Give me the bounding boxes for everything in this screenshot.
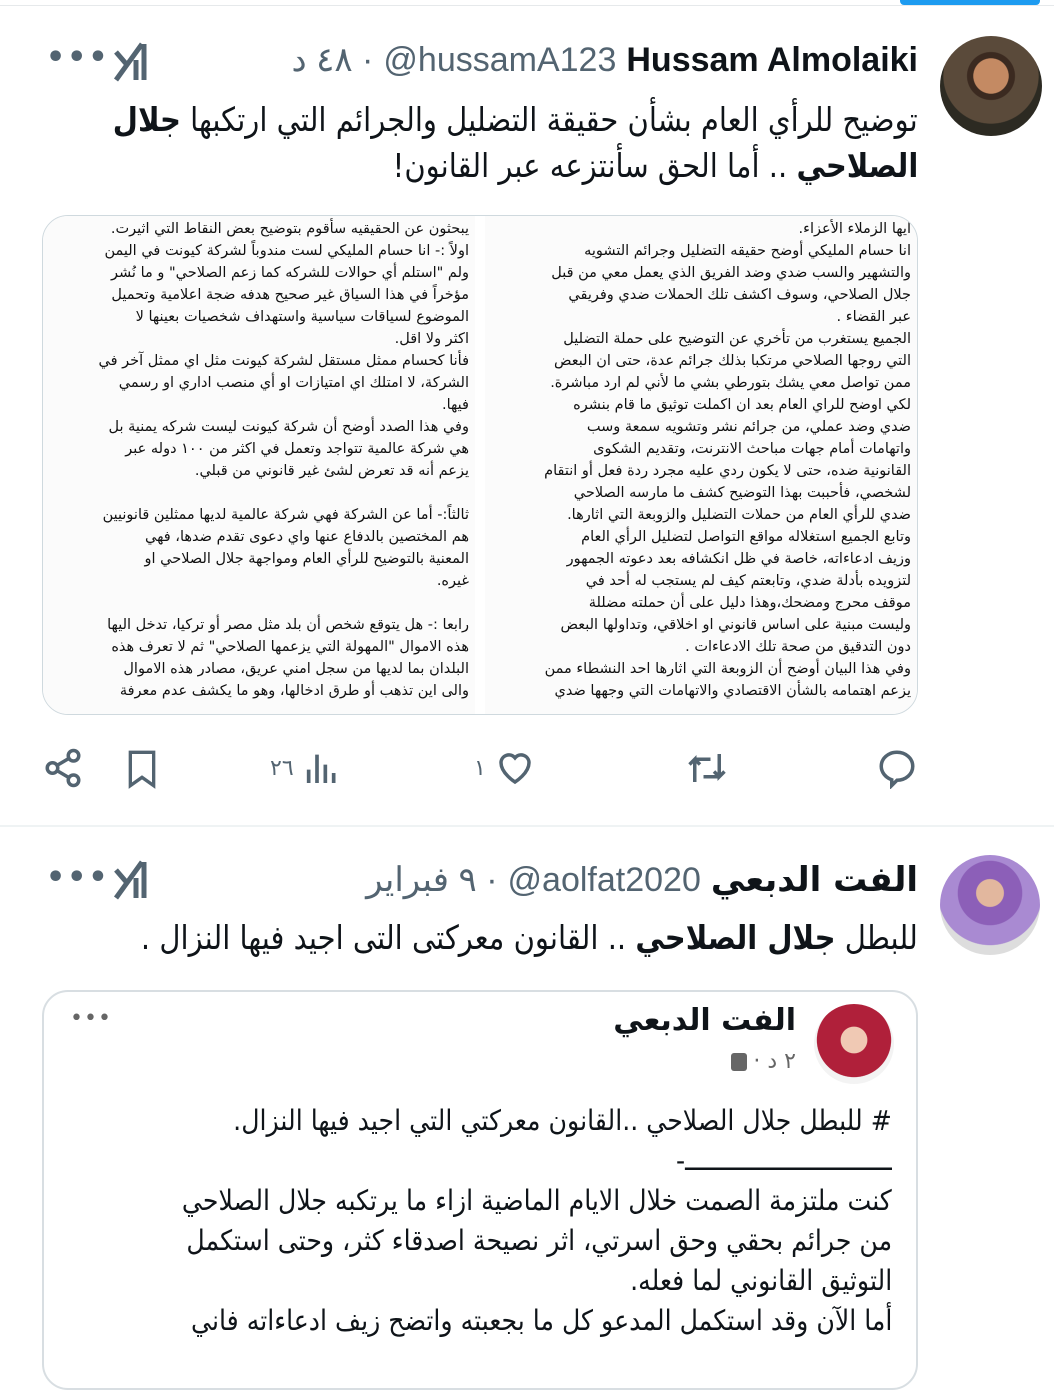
document-line: هذه الاموال "المهولة التي يزعمها الصلاحي" ثم لا تعرف هذه <box>111 639 469 655</box>
document-line: وفي هذا الصدد أوضح أن شركة كيونت ليست شركه يمنية بل <box>108 419 469 435</box>
document-line: الشركة، لا امتلك اي امتيازات او أي منصب اداري او رسمي <box>118 375 469 391</box>
bookmark-icon <box>122 747 162 791</box>
text: .. أما الحق سأنتزعه عبر القانون! <box>392 146 797 185</box>
image-right[interactable] <box>485 216 917 714</box>
document-line: جلال الصلاحي، وسوف اكشف تلك الحملات ضدي وفريقي <box>568 287 911 303</box>
document-line: رابعا :- هل يتوقع شخص أن بلد مثل مصر أو تركيا، تدخل اليها <box>107 617 469 633</box>
document-line: لكي اوضح للراي العام بعد ان اكملت توثيق ما قام بنشره <box>573 397 911 413</box>
grok-icon[interactable] <box>112 858 152 902</box>
quote-meta <box>731 1048 796 1076</box>
document-line: ضدي وضد عملي، من جرائم نشر وتشويه سمعة وسب <box>586 419 911 435</box>
document-line <box>49 592 469 614</box>
quote-line: من جرائم بحقي وحق اسرتي، اثر نصيحة اصدقاء كثر، وحتى استكمل <box>186 1224 892 1257</box>
document-line: يبحثون عن الحقيقيه سأقوم بتوضيح بعض النقاط التي اثيرت. <box>110 221 469 237</box>
document-line: الجميع يستغرب من تأخري عن التوضيح على حملة التضليل <box>563 331 911 347</box>
quote-author: الفت الدبعي <box>613 1003 796 1038</box>
mention-bold: جلال الصلاحي <box>635 918 836 957</box>
like-count: ١ <box>474 755 486 781</box>
top-divider <box>0 5 1054 6</box>
more-icon[interactable]: ••• <box>46 40 110 75</box>
document-line: المعنية بالتوضيح للرأي العام ومواجهة جلال الصلاحي او <box>144 551 469 567</box>
document-line: وتابع الجميع استغلاله مواقع التواصل لتضليل الرأي العام <box>581 529 911 545</box>
retweet-button[interactable] <box>684 747 730 789</box>
lock-icon <box>731 1053 747 1071</box>
document-line: دون التدقيق من صحة تلك الادعاءات . <box>685 639 911 655</box>
reply-icon <box>876 747 918 789</box>
document-line: اكثر ولا اقل. <box>394 331 469 347</box>
quote-time: ٢ د · <box>753 1049 796 1074</box>
document-line: هي شركة عالمية تتواجد وتعمل في اكثر من ١٠٠ دوله عبر <box>125 441 469 457</box>
document-line: وزيف ادعاءاته، خاصة في ظل انكشافه بعد دعوته الجمهور <box>566 551 911 567</box>
view-count: ٢٦ <box>270 755 294 781</box>
quote-avatar <box>814 1004 894 1084</box>
quoted-post-image[interactable] <box>42 990 918 1390</box>
document-line: موقف محرج ومضحك،وهذا دليل على أن حملته مضللة <box>588 595 911 611</box>
document-line: القانونية ضده، حتى لا يكون ردي عليه مجرد ردة فعل أو انتقام <box>544 463 911 479</box>
user-handle[interactable]: @aolfat2020 <box>507 861 701 899</box>
quote-line: أما الآن وقد استكمل المدعو كل ما بجعبته واتضح زيف ادعاءاته فاني <box>190 1304 892 1337</box>
quote-line: # للبطل جلال الصلاحي ..القانون معركتي التي اجيد فيها النزال. <box>233 1104 892 1137</box>
user-name[interactable]: الفت الدبعي <box>710 860 918 900</box>
bookmark-button[interactable] <box>122 747 162 791</box>
quote-line: كنت ملتزمة الصمت خلال الايام الماضية ازاء ما يرتكبه جلال الصلاحي <box>182 1184 892 1217</box>
tweet-divider <box>0 825 1054 827</box>
quote-line: ــــــــــــــــــــــــــــ- <box>676 1144 892 1177</box>
views-button[interactable] <box>270 747 342 789</box>
more-icon[interactable]: ••• <box>46 860 110 895</box>
document-line: والتشهير والسب ضدي وضد الفريق الذي يعمل معي من قبل <box>551 265 911 281</box>
text: .. القانون معركتى التى اجيد فيها النزال . <box>141 918 636 957</box>
retweet-icon <box>684 747 730 789</box>
user-name[interactable]: Hussam Almolaiki <box>626 41 918 79</box>
quote-line: التوثيق القانوني لما فعله. <box>629 1264 892 1297</box>
document-line: لشخصي، فأحببت بهذا التوضيح كشف ما مارسه الصلاحي <box>573 485 911 501</box>
mention-bold: جلال <box>113 100 182 139</box>
share-icon <box>42 747 84 789</box>
document-line: عبر القضاء . <box>836 309 911 325</box>
tweet-text-line <box>113 98 918 142</box>
document-line: وليست مبنية على اساس قانوني او اخلاقي، وتداولها البعض <box>560 617 911 633</box>
tweet-text-line <box>392 144 918 188</box>
document-line: انا حسام المليكي أوضح حقيقه التضليل وجرائم التشويه <box>584 243 911 259</box>
user-handle[interactable]: @hussamA123 <box>383 41 617 79</box>
tweet-header <box>291 40 918 80</box>
document-line: اولاً :- انا حسام المليكي لست مندوباً لشركة كيونت في اليمن <box>104 243 469 259</box>
tweet-time[interactable]: · ٤٨ د <box>291 41 374 79</box>
heart-icon <box>494 747 536 789</box>
like-button[interactable] <box>474 747 536 789</box>
document-line: ضدي للرأي العام من حملات التضليل والزوبعة التي اثارها. <box>567 507 911 523</box>
more-icon: ••• <box>70 1006 112 1031</box>
document-line: ممن تواصل معي يشك بتورطي بشي ما لأني لم ارد مباشرة. <box>550 375 911 391</box>
document-line: فأنا كحسام ممثل مستقل لشركة كيونت مثل اي ممثل آخر في <box>98 353 469 369</box>
document-line: هم المختصين بالدفاع عنها واي دعوى تقدم ضدها، فهي <box>145 529 469 545</box>
text: للبطل <box>835 918 918 957</box>
document-line: لتزويده بأدلة ضدي، وتابعتم كيف لم يستجب له أحد في <box>585 573 911 589</box>
document-line: فيها. <box>441 397 469 413</box>
document-line: وفي هذا البيان أوضح أن الزوبعة التي اثارها احد النشطاء ممن <box>544 661 911 677</box>
document-line: غيره. <box>436 573 469 589</box>
tweet-text-line <box>141 916 918 960</box>
document-line: البلدان بما لديها من سجل امني عريق، مصادر هذه الاموال <box>123 661 469 677</box>
mention-bold: الصلاحي <box>796 146 918 185</box>
grok-icon[interactable] <box>112 40 152 84</box>
document-line <box>49 482 469 504</box>
tweet-time[interactable]: · ٩ فبراير <box>366 861 498 899</box>
share-button[interactable] <box>42 747 84 789</box>
top-button-edge[interactable] <box>900 0 1040 5</box>
document-line: ولم "استلم أي حوالات للشركه كما زعم الصلاحي" و ما نُشر <box>110 265 469 281</box>
avatar[interactable] <box>940 855 1040 955</box>
document-line: يزعم اهتمامه بالشأن الاقتصادي والاتهامات التي وجهها ضدي <box>554 683 911 699</box>
document-line: مؤخراً في هذا السياق غير صحيح هدفه ضجة اعلامية وتحميل <box>111 287 469 303</box>
text: توضيح للرأي العام بشأن حقيقة التضليل والجرائم التي ارتكبها <box>181 100 919 139</box>
document-line: واتهامات أمام جهات مباحث الانترنت، وتقديم الشكوى <box>593 441 911 457</box>
document-line: يزعم أنه قد تعرض لشئ غير قانوني من قبلي. <box>194 463 469 479</box>
reply-button[interactable] <box>876 747 918 789</box>
image-left[interactable] <box>43 216 475 714</box>
document-line: ثالثاً:- أما عن الشركة فهي شركة عالمية لديها ممثلين قانونيين <box>102 507 469 523</box>
tweet-actions <box>0 745 1054 795</box>
document-line: التي روجها الصلاحي مرتكبا بذلك جرائم عدة، حتى ان البعض <box>554 353 911 369</box>
views-icon <box>302 747 342 789</box>
document-line: الموضوع لسياقات سياسية واستهداف شخصيات بعينها لا <box>135 309 469 325</box>
tweet-media[interactable] <box>42 215 918 715</box>
document-line: ايها الزملاء الأعزاء. <box>798 221 911 237</box>
tweet-header <box>366 860 918 900</box>
document-line: والى اين تذهب أو طرق ادخالها، وهو ما يكشف عدم معرفة <box>119 683 469 699</box>
avatar[interactable] <box>940 36 1042 136</box>
